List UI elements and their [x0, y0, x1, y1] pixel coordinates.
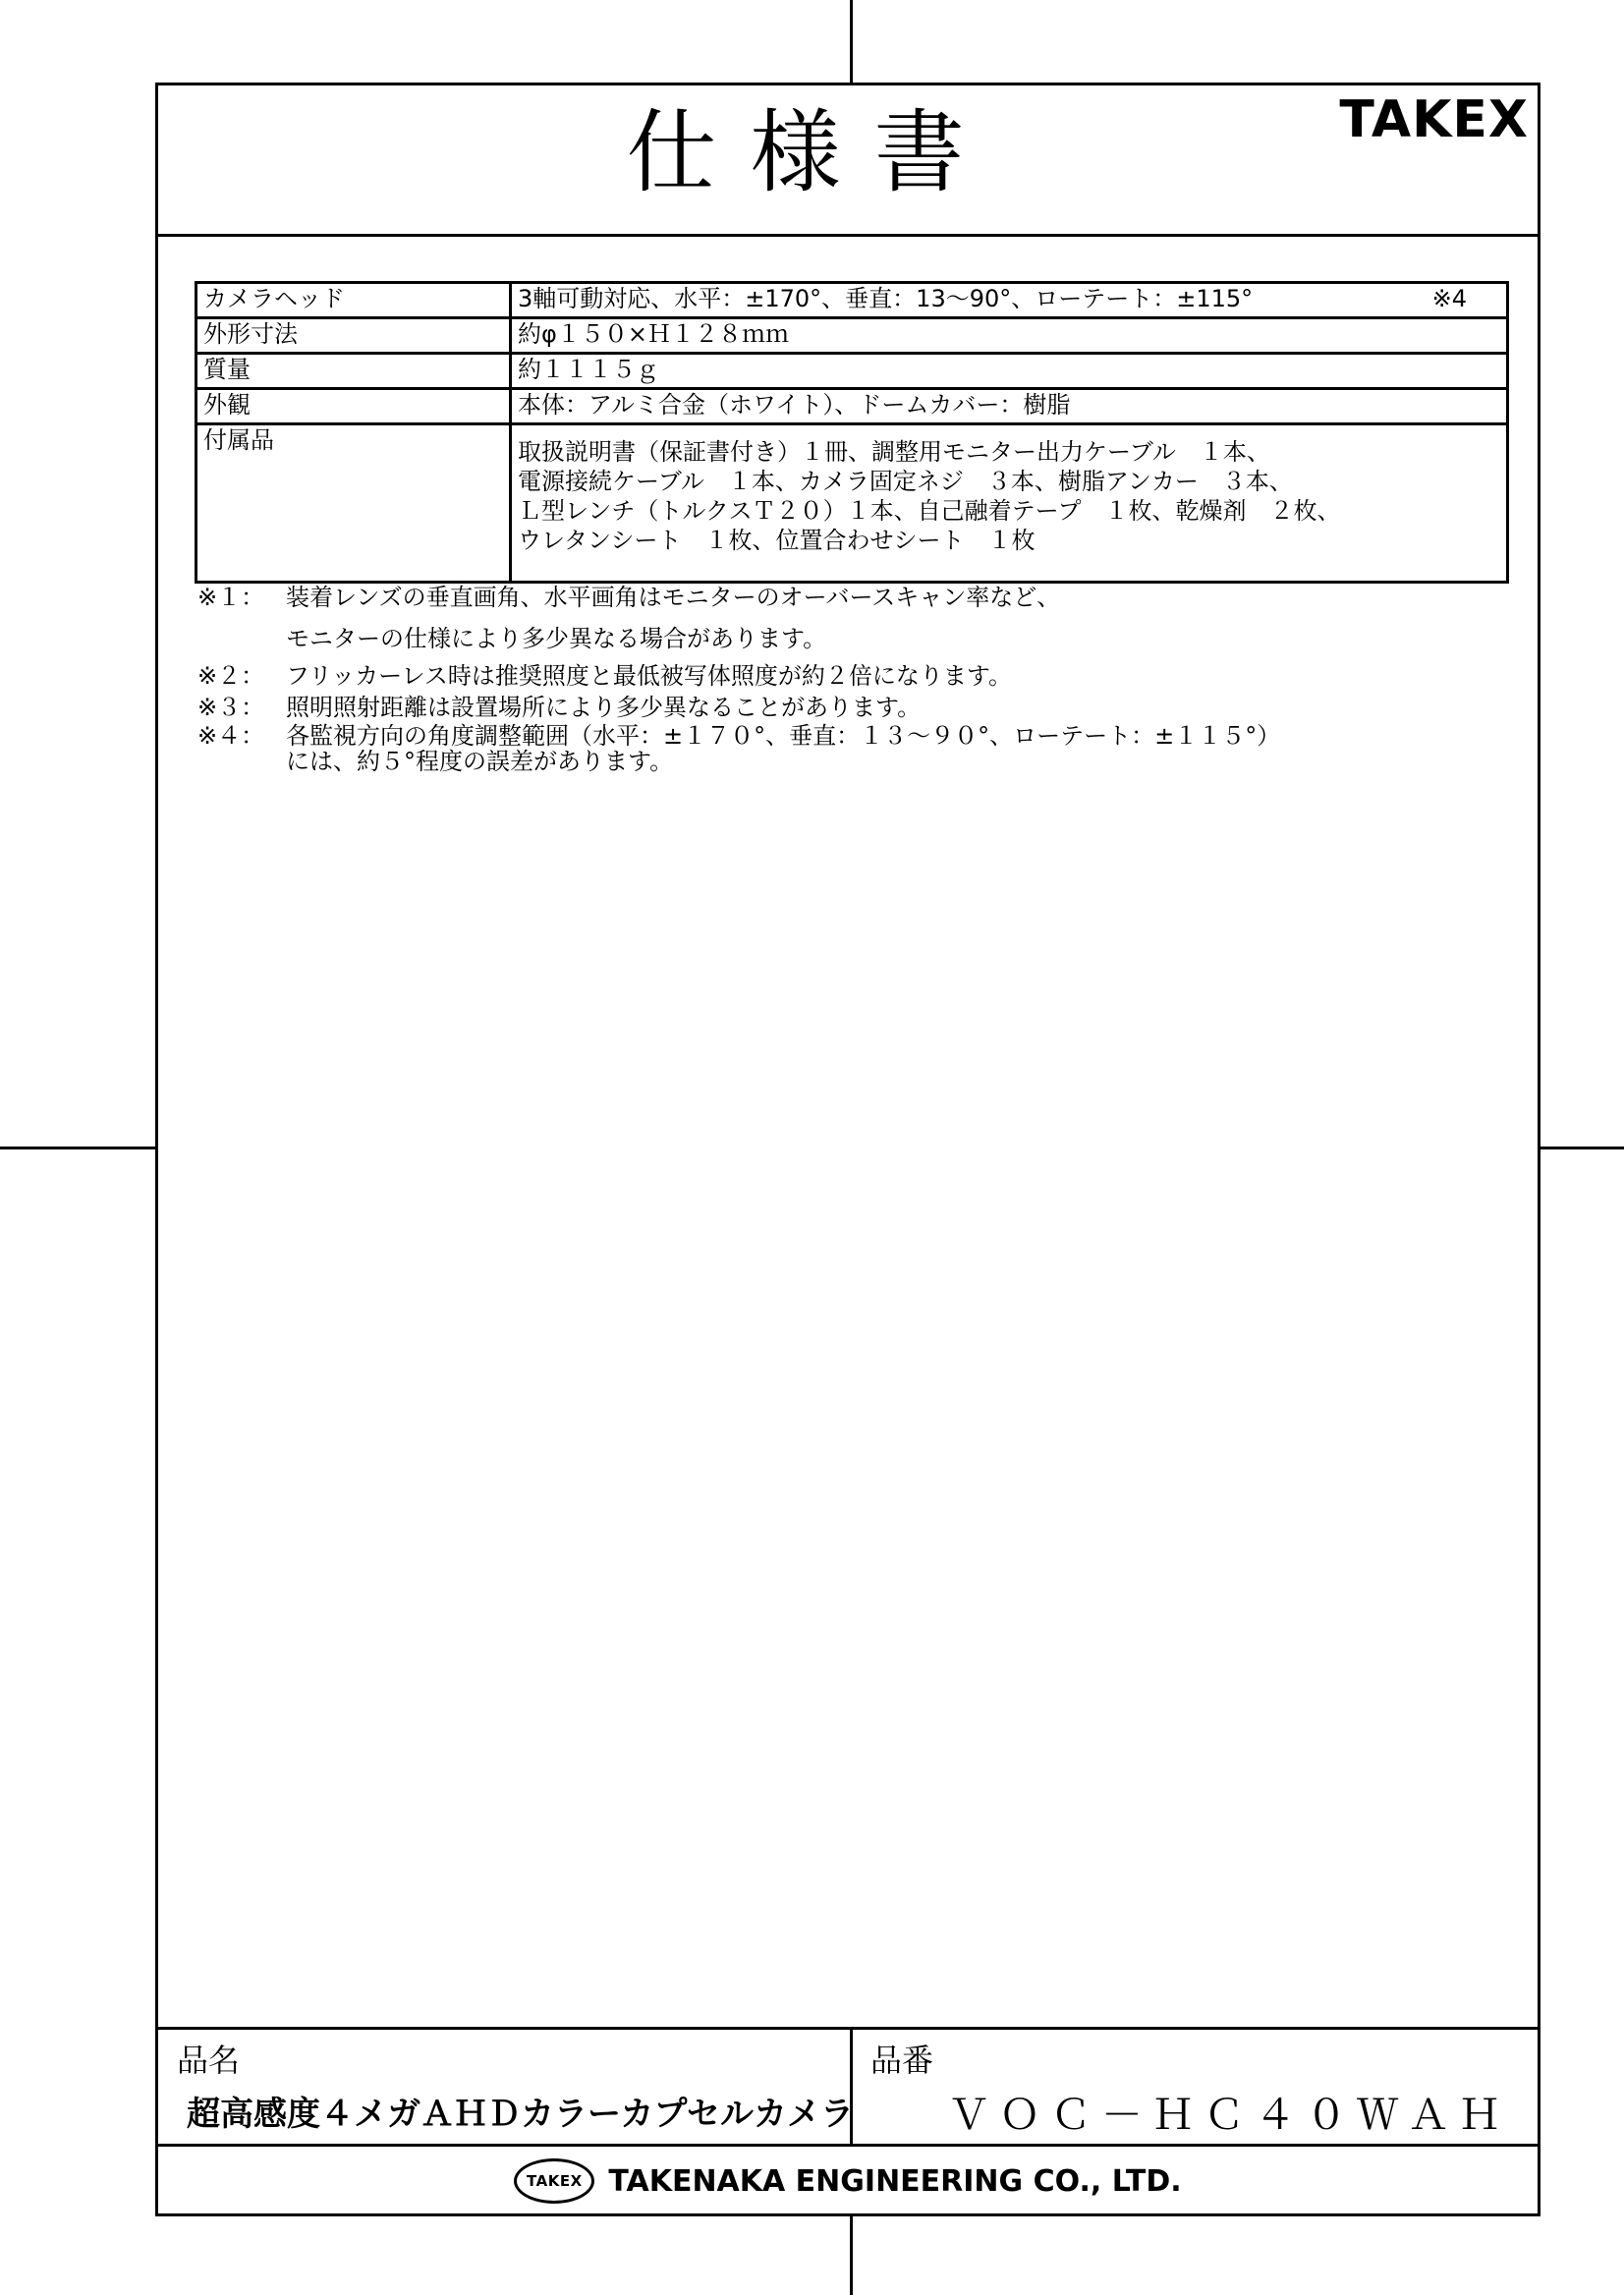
brand-logo: TAKEX — [1339, 90, 1529, 149]
company-footer — [155, 2146, 1540, 2216]
spec-value: 本体：アルミ合金（ホワイト）、ドームカバー：樹脂 — [511, 389, 1508, 424]
spec-table — [195, 281, 1509, 584]
spec-row-weight — [196, 354, 1508, 389]
footnote-line: 照明照射距離は設置場所により多少異なることがあります。 — [286, 694, 922, 721]
takex-logo-icon — [514, 2158, 594, 2204]
footnote-line: 各監視方向の角度調整範囲（水平：±１７０°、垂直：１３～９０°、ローテート：±１１５°） — [286, 722, 1281, 750]
crop-mark-left — [0, 1147, 155, 1149]
footnote-1 — [197, 582, 1280, 654]
product-number-label: 品番 — [870, 2042, 934, 2079]
spec-row-accessories — [196, 424, 1508, 583]
footnotes — [197, 582, 1280, 774]
spec-label: 外形寸法 — [196, 318, 511, 354]
footnote-2 — [197, 660, 1280, 692]
product-number-value: ＶＯＣ－ＨＣ４０ＷＡＨ — [948, 2091, 1511, 2139]
spec-label: 質量 — [196, 354, 511, 389]
spec-value: 約１１１５ｇ — [511, 354, 1508, 389]
accessory-line: 取扱説明書（保証書付き）１冊、調整用モニター出力ケーブル １本、 — [518, 438, 1270, 466]
accessory-line: Ｌ型レンチ（トルクスＴ２０）１本、自己融着テープ １枚、乾燥剤 ２枚、 — [518, 497, 1341, 525]
spec-value-text: 3軸可動対応、水平：±170°、垂直：13～90°、ローテート：±115° — [518, 285, 1254, 312]
product-block-top-border — [155, 2027, 1540, 2030]
footnote-3 — [197, 692, 1280, 723]
page-title: 仕様書 — [626, 100, 998, 205]
spec-value — [511, 424, 1508, 583]
product-name-label: 品名 — [177, 2042, 241, 2079]
crop-mark-right — [1540, 1147, 1624, 1149]
footnote-line: には、約５°程度の誤差があります。 — [286, 748, 674, 775]
footnote-body — [286, 582, 1060, 654]
spec-row-camera-head — [196, 283, 1508, 318]
footnote-mark: ※４： — [197, 722, 265, 750]
logo-text: TAKEX — [527, 2172, 583, 2190]
spec-label: カメラヘッド — [196, 283, 511, 318]
footnote-4 — [197, 723, 1280, 774]
spec-label: 付属品 — [196, 424, 511, 583]
spec-row-appearance — [196, 389, 1508, 424]
spec-note-ref: ※4 — [1431, 285, 1467, 312]
spec-label: 外観 — [196, 389, 511, 424]
footnote-mark: ※３： — [197, 694, 265, 721]
crop-mark-top — [850, 0, 853, 83]
footnote-line: フリッカーレス時は推奨照度と最低被写体照度が約２倍になります。 — [286, 662, 1012, 690]
product-name-value: 超高感度４メガＡＨＤカラーカプセルカメラ — [187, 2095, 854, 2134]
accessory-line: ウレタンシート １枚、位置合わせシート １枚 — [518, 527, 1036, 554]
header-divider — [155, 234, 1540, 237]
footnote-line: 装着レンズの垂直画角、水平画角はモニターのオーバースキャン率など、 — [286, 584, 1061, 611]
spec-row-dimensions — [196, 318, 1508, 354]
spec-value — [511, 283, 1508, 318]
spec-value: 約φ１５０×Ｈ１２８ｍｍ — [511, 318, 1508, 354]
accessory-line: 電源接続ケーブル １本、カメラ固定ネジ ３本、樹脂アンカー ３本、 — [518, 468, 1293, 495]
company-name: TAKENAKA ENGINEERING CO., LTD. — [608, 2163, 1182, 2199]
footnote-body — [286, 723, 1280, 774]
footnote-mark: ※１： — [197, 584, 265, 611]
footnote-mark: ※２： — [197, 662, 265, 690]
footnote-line: モニターの仕様により多少異なる場合があります。 — [286, 625, 827, 652]
crop-mark-bottom — [850, 2216, 853, 2295]
